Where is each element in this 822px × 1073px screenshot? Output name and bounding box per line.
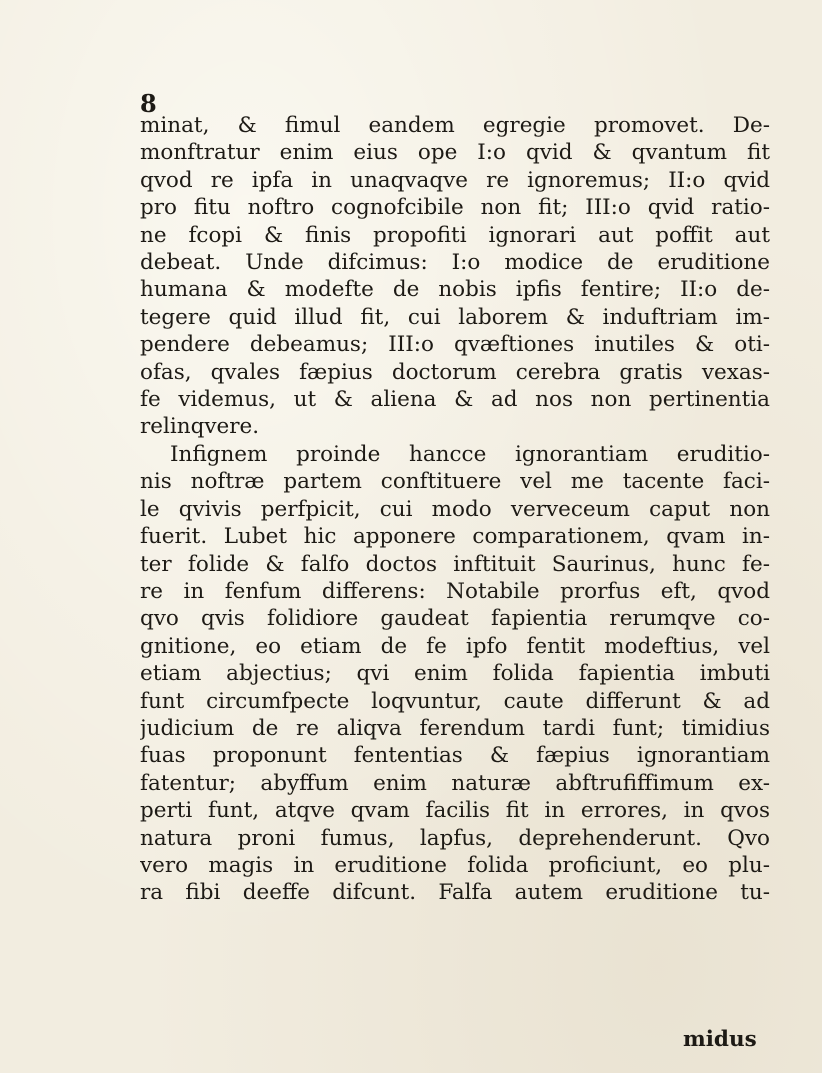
text-line: perti funt, atqve qvam facilis fit in errores, in qvos <box>140 798 770 824</box>
text-line: nis noftræ partem conftituere vel me tacente faci- <box>140 469 770 495</box>
text-line: fe videmus, ut & aliena & ad nos non pertinentia <box>140 387 770 413</box>
text-line: ra fibi deeffe difcunt. Falfa autem eruditione tu- <box>140 880 770 906</box>
text-line: vero magis in eruditione folida proficiunt, eo plu- <box>140 852 770 878</box>
text-line: qvo qvis folidiore gaudeat fapientia rerumqve co- <box>140 606 770 632</box>
paragraph-end-line: relinqvere. <box>140 414 260 440</box>
text-line: le qvivis perfpicit, cui modo verveceum caput non <box>140 496 770 522</box>
text-line: humana & modefte de nobis ipfis fentire; II:o de- <box>140 277 770 303</box>
text-line: fuerit. Lubet hic apponere comparationem, qvam in- <box>140 524 770 550</box>
page-number: 8 <box>140 89 157 118</box>
text-line: tegere quid illud fit, cui laborem & induftriam im- <box>140 304 770 330</box>
text-line: debeat. Unde difcimus: I:o modice de eruditione <box>140 250 770 276</box>
text-line: etiam abjectius; qvi enim folida fapientia imbuti <box>140 661 770 687</box>
body-text <box>140 112 770 907</box>
text-line: minat, & fimul eandem egregie promovet. De- <box>140 113 770 138</box>
text-line: ne fcopi & finis propofiti ignorari aut poffit aut <box>140 222 770 248</box>
text-line: fatentur; abyffum enim naturæ abftrufiffimum ex- <box>140 770 770 796</box>
text-line: funt circumfpecte loqvuntur, caute differunt & ad <box>140 688 770 714</box>
paragraph-start-line: Infignem proinde hancce ignorantiam eruditio- <box>170 441 770 467</box>
text-line: monftratur enim eius ope I:o qvid & qvantum fit <box>140 140 770 166</box>
text-line: fuas proponunt fententias & fæpius ignorantiam <box>140 743 770 769</box>
text-line: judicium de re aliqva ferendum tardi funt; timidius <box>140 715 770 741</box>
text-line: gnitione, eo etiam de fe ipfo fentit modeftius, vel <box>140 633 770 659</box>
text-line: natura proni fumus, lapfus, deprehenderunt. Qvo <box>140 825 770 851</box>
text-line: qvod re ipfa in unaqvaqve re ignoremus; II:o qvid <box>140 167 770 193</box>
text-line: re in fenfum differens: Notabile prorfus eft, qvod <box>140 578 770 604</box>
text-line: pro fitu noftro cognofcibile non fit; III:o qvid ratio- <box>140 195 770 221</box>
text-line: ter folide & falfo doctos inftituit Saurinus, hunc fe- <box>140 551 770 577</box>
text-line: ofas, qvales fæpius doctorum cerebra gratis vexas- <box>140 359 770 385</box>
text-line: pendere debeamus; III:o qvæftiones inutiles & oti- <box>140 332 770 358</box>
catchword: midus <box>683 1027 757 1052</box>
